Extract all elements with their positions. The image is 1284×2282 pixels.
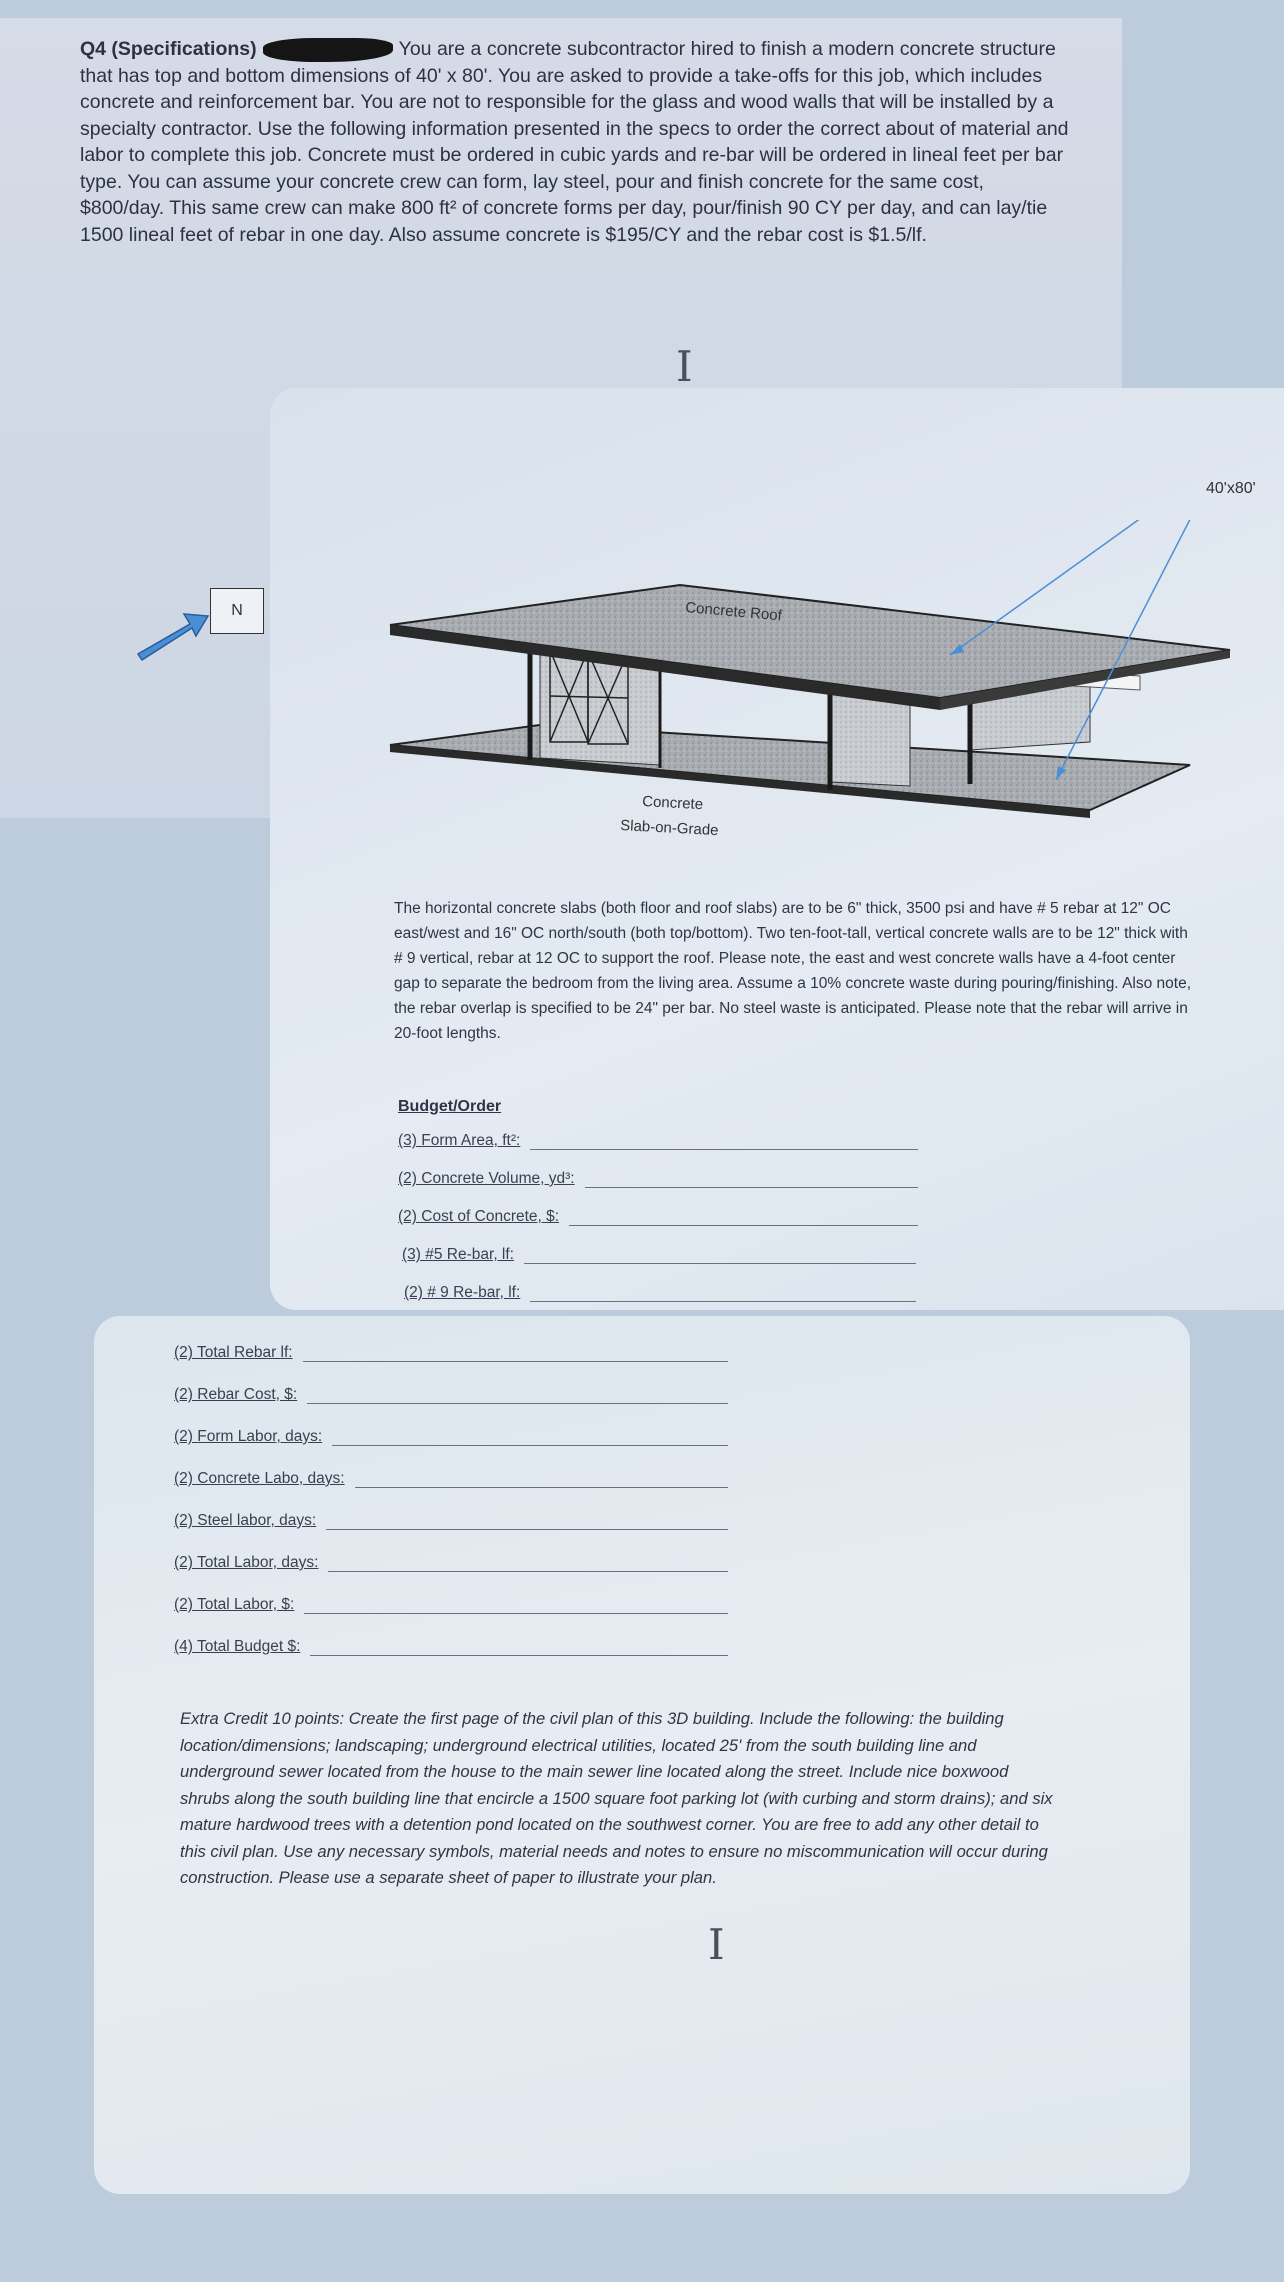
dimension-label: 40'x80': [1206, 480, 1256, 497]
north-arrow-icon: [130, 602, 210, 662]
steel-labor-label: (2) Steel labor, days:: [174, 1512, 317, 1529]
north-label-box: [210, 588, 264, 634]
roof-label: Concrete Roof: [684, 599, 783, 625]
total-labor-cost-label: (2) Total Labor, $:: [174, 1596, 295, 1613]
total-rebar-field[interactable]: [174, 1344, 728, 1362]
text-cursor-icon-2: I: [708, 1920, 725, 1969]
concrete-labor-label: (2) Concrete Labo, days:: [174, 1470, 345, 1487]
form-labor-label: (2) Form Labor, days:: [174, 1428, 323, 1445]
concrete-cost-field[interactable]: [398, 1208, 918, 1226]
total-budget-field[interactable]: [174, 1638, 728, 1656]
budget-title: Budget/Order: [398, 1098, 502, 1115]
concrete-volume-label: (2) Concrete Volume, yd³:: [398, 1170, 575, 1187]
concrete-volume-field[interactable]: [398, 1170, 918, 1188]
total-rebar-label: (2) Total Rebar lf:: [174, 1344, 293, 1361]
text-cursor-icon: I: [676, 342, 693, 391]
total-labor-cost-field[interactable]: [174, 1596, 728, 1614]
building-diagram: [380, 520, 1260, 850]
form-area-field[interactable]: [398, 1132, 918, 1150]
north-label: N: [231, 602, 243, 619]
concrete-cost-label: (2) Cost of Concrete, $:: [398, 1208, 560, 1225]
rebar9-label: (2) # 9 Re-bar, lf:: [404, 1284, 521, 1301]
rebar9-field[interactable]: [404, 1284, 916, 1302]
rebar-cost-label: (2) Rebar Cost, $:: [174, 1386, 298, 1403]
total-budget-label: (4) Total Budget $:: [174, 1638, 301, 1655]
rebar5-field[interactable]: [402, 1246, 916, 1264]
question-label: Q4 (Specifications): [80, 38, 257, 60]
total-labor-days-field[interactable]: [174, 1554, 728, 1572]
form-labor-field[interactable]: [174, 1428, 728, 1446]
total-labor-days-label: (2) Total Labor, days:: [174, 1554, 319, 1571]
extra-credit-paragraph: Extra Credit 10 points: Create the first page of the civil plan of this 3D building. Include the following: the building location/dimensions; landscaping; underground electrical utilities, located 25' from the south building line and underground sewer located from the house to the main sewer line located along the street. Include nice boxwood shrubs along the south building line that encircle a 1500 square foot parking lot (with curbing and storm drains); and six mature hardwood trees with a detention pond located on the southwest corner. You are free to add any other detail to this civil plan. Use any necessary symbols, material needs and notes to ensure no miscommunication will occur during construction. Please use a separate sheet of paper to illustrate your plan.: [180, 1709, 1053, 1887]
rebar5-label: (3) #5 Re-bar, lf:: [402, 1246, 514, 1263]
form-area-label: (3) Form Area, ft²:: [398, 1132, 521, 1149]
question-text: You are a concrete subcontractor hired to finish a modern concrete structure that has top and bottom dimensions of 40' x 80'. You are asked to provide a take-offs for this job, which includes concrete and reinforcement bar. You are not to responsible for the glass and wood walls that will be installed by a specialty contractor. Use the following information presented in the specs to order the correct about of material and labor to complete this job. Concrete must be ordered in cubic yards and re-bar will be ordered in lineal feet per bar type. You can assume your concrete crew can form, lay steel, pour and finish concrete for the same cost, $800/day. This same crew can make 800 ft² of concrete forms per day, pour/finish 90 CY per day, and can lay/tie 1500 lineal feet of rebar in one day. Also assume concrete is $195/CY and the rebar cost is $1.5/lf.: [80, 38, 1069, 246]
specification-paragraph: The horizontal concrete slabs (both floor and roof slabs) are to be 6" thick, 3500 psi and have # 5 rebar at 12" OC east/west and 16" OC north/south (both top/bottom). Two ten-foot-tall, vertical concrete walls are to be 12" thick with # 9 vertical, rebar at 12 OC to support the roof. Please note, the east and west concrete walls have a 4-foot center gap to separate the bedroom from the living area. Assume a 10% concrete waste during pouring/finishing. Also note, the rebar overlap is specified to be 24" per bar. No steel waste is anticipated. Please note that the rebar will arrive in 20-foot lengths.: [394, 900, 1192, 1042]
question-intro: [80, 36, 1070, 248]
concrete-labor-field[interactable]: [174, 1470, 728, 1488]
steel-labor-field[interactable]: [174, 1512, 728, 1530]
redaction-mark: [263, 38, 393, 62]
slab-label-line1: Concrete: [641, 793, 704, 814]
rebar-cost-field[interactable]: [174, 1386, 728, 1404]
slab-label-line2: Slab-on-Grade: [619, 817, 719, 840]
